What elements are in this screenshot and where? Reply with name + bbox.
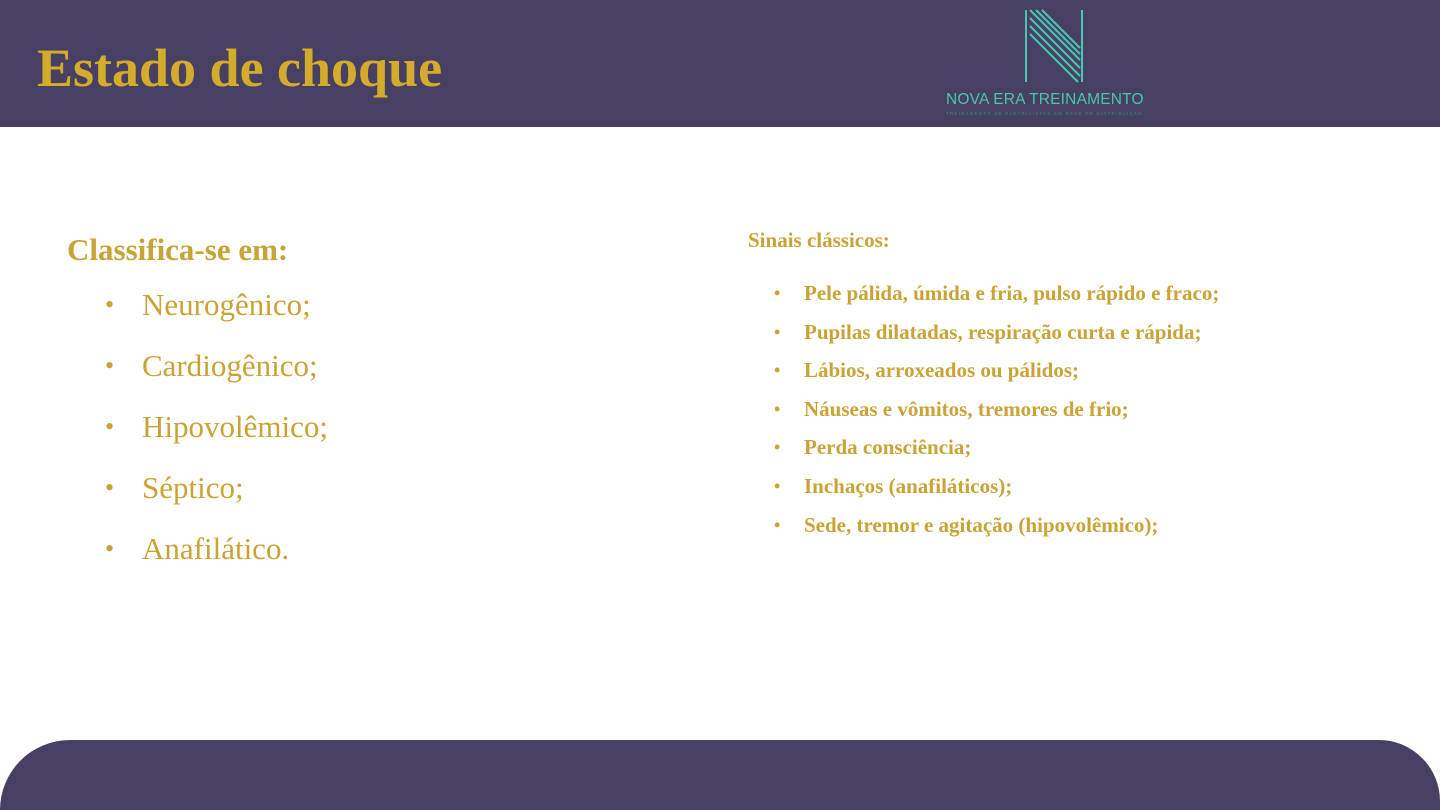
bullet-dot-icon: • [105,534,115,563]
list-item-text: Neurogênico; [142,287,311,322]
list-item [67,407,667,447]
list-item-text: Hipovolêmico; [142,409,328,444]
bullet-dot-icon: • [774,321,781,342]
bullet-dot-icon: • [105,473,115,502]
list-item-text: Lábios, arroxeados ou pálidos; [804,358,1079,383]
list-item-text: Pele pálida, úmida e fria, pulso rápido e fraco; [804,281,1220,305]
list-item [748,506,1388,545]
logo-name: NOVA ERA TREINAMENTO [946,91,1144,108]
list-item-text: Séptico; [142,470,244,505]
bullet-dot-icon: • [774,398,781,419]
list-item [748,390,1388,429]
signs-heading: Sinais clássicos: [748,228,890,252]
bullet-dot-icon: • [774,514,781,535]
header-bar [0,0,1440,127]
bullet-dot-icon: • [105,412,115,441]
signs-section [748,224,1388,544]
slide-title: Estado de choque [37,38,443,98]
n-stripes-logo-icon [1024,8,1086,84]
bullet-dot-icon: • [774,283,781,303]
list-item [748,274,1388,313]
list-item-text: Sede, tremor e agitação (hipovolêmico); [804,512,1159,537]
bullet-dot-icon: • [774,475,781,496]
list-item [748,467,1388,506]
signs-list [748,274,1388,544]
classification-heading: Classifica-se em: [67,232,289,267]
list-item-text: Cardiogênico; [142,348,318,383]
list-item [748,313,1388,352]
logo-tagline: TREINAMENTO DE ELETRICISTAS EM REDE DE DISTRIBUIÇÃO [946,111,1143,116]
footer-bar [0,740,1440,810]
list-item-text: Anafilático. [142,531,290,566]
company-logo [934,0,1172,127]
list-item-text: Náuseas e vômitos, tremores de frio; [804,396,1129,421]
list-item [67,468,667,508]
classification-list [67,285,667,569]
list-item [748,351,1388,390]
classification-section [67,230,667,590]
list-item-text: Inchaços (anafiláticos); [804,473,1013,498]
list-item-text: Pupilas dilatadas, respiração curta e rápida; [804,319,1202,344]
bullet-dot-icon: • [105,290,115,319]
bullet-dot-icon: • [105,351,115,380]
bullet-dot-icon: • [774,360,781,381]
list-item [67,346,667,386]
list-item [67,529,667,569]
bullet-dot-icon: • [774,437,781,458]
list-item [67,285,667,325]
list-item-text: Perda consciência; [804,435,972,460]
list-item [748,428,1388,467]
